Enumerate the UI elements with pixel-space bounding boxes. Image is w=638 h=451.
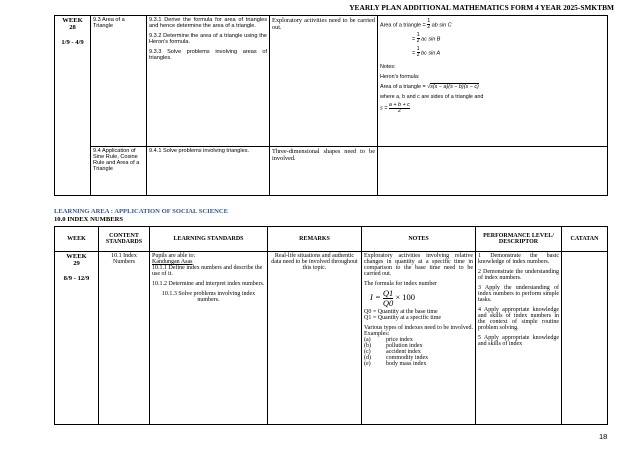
learning-standard-item: 10.1.3 Solve problems involving index numbers. [161,291,256,303]
formula-ab-sin-c: ab sin C [431,22,452,29]
col-header-learning-standards: LEARNING STANDARDS [150,227,268,252]
plan-table-triangles [54,15,608,196]
week-cell [55,16,91,196]
performance-level: 4 Apply appropriate knowledge and skills of index numbers in the context of simple routine problem solving. [478,307,559,331]
heron-label: Heron's formula: [380,74,420,81]
area-label: Area of a triangle = [380,22,426,29]
notes-intro: Exploratory activities involving relative changes in quantity at a specific time in comparison to the base time need to be carried out. [364,253,473,277]
learning-standard-item: 9.4.1 Solve problems involving triangles. [147,147,270,196]
formula-bc-sin-a: bc sin A [421,49,441,56]
learning-standard-item: 10.1.2 Determine and interpret index numbers. [152,281,265,287]
sqrt-icon: √ [427,84,431,91]
remarks: Three-dimensional shapes need to be involved. [270,147,378,196]
half-fraction [427,19,430,31]
learning-standard-item: 9.3.3 Solve problems involving areas of triangles. [149,49,267,61]
half-fraction [417,33,420,45]
numerator: 1 [427,18,431,24]
plan-table-index-numbers [54,226,608,425]
col-header-notes: NOTES [362,227,476,252]
heron-area-label: Area of a triangle = [380,84,426,91]
where-text: where a, b and c are sides of a triangle and [380,94,484,101]
week-dates: 1/9 - 4/9 [61,39,84,46]
performance-level: 1 Demonstrate the basic knowledge of index numbers. [478,253,559,265]
remarks: Exploratory activities need to be carried out. [270,16,378,147]
heron-formula: s(s − a)(s − b)(s − c) [430,84,479,91]
list-item: (b) pollution index [364,343,423,349]
performance-level: 5 Apply appropriate knowledge and skills of index [478,335,559,347]
equals-sign: = [412,49,416,56]
week-label: WEEK [62,17,83,24]
q0-definition: Q0 = Quantity at the base time [364,309,438,315]
denominator: 2 [397,108,401,115]
formula-lhs: I = [370,291,381,302]
notes-cell [378,16,608,147]
performance-descriptors [476,252,562,425]
s-fraction [389,102,410,114]
numerator: Q1 [382,288,394,298]
list-item: (c) accident index [364,349,421,355]
learning-standard-item: 9.3.2 Determine the area of a triangle using the Heron's formula. [149,33,267,45]
week-cell [55,252,99,425]
learning-intro: Pupils are able to: [152,253,196,259]
col-header-remarks: REMARKS [268,227,362,252]
learning-standard-item: 10.1.1 Define index numbers and describe the use of it. [152,265,263,277]
denominator: 2 [427,24,431,31]
content-standard: 10.1 Index Numbers [99,252,150,425]
list-item: (a) price index [364,337,413,343]
formula-ac-sin-b: ac sin B [421,36,441,43]
week-number: 28 [69,24,76,31]
list-item: (d) commodity index [364,355,429,361]
notes-cell [362,252,476,425]
week-number: 29 [73,260,80,267]
content-standard: 9.3 Area of a Triangle [91,16,147,147]
denominator: Q0 [382,297,394,308]
numerator: 1 [416,31,420,38]
col-header-catatan: CATATAN [562,227,608,252]
performance-level: 3 Apply the understanding of index numbers to perform simple tasks. [478,285,559,303]
notes-cell-empty [378,147,608,196]
s-label: s = [380,106,388,113]
performance-level: 2 Demonstrate the understanding of index numbers. [478,269,559,281]
week-label: WEEK [66,253,87,260]
types-intro: Various types of indexes need to be involved. Examples: [364,325,473,337]
kandungan-asas: Kandungan Asas [152,259,193,265]
q1-definition: Q1 = Quantity at a specific time [364,315,442,321]
learning-area-title: LEARNING AREA : APPLICATION OF SOCIAL SCIENCE [54,208,229,215]
page-number: 18 [599,432,608,441]
remarks: Real-life situations and authentic data need to be involved throughout this topic. [268,252,362,425]
formula-tail: × 100 [395,291,416,302]
list-item: (e) body mass index [364,361,427,367]
equals-sign: = [412,36,416,43]
content-standard: 9.4 Application of Sine Rule, Cosine Rule and Area of a Triangle [91,147,147,196]
learning-standards [147,16,270,147]
numerator: a + b + c [388,102,410,109]
denominator: 2 [416,52,420,59]
catatan-cell [562,252,608,425]
col-header-performance: PERFORMANCE LEVEL/ DESCRIPTOR [476,227,562,252]
half-fraction [417,47,420,59]
document-header: YEARLY PLAN ADDITIONAL MATHEMATICS FORM 4 YEAR 2025-SMKTBM [349,3,614,12]
notes-label: Notes: [380,64,396,71]
week-dates: 8/9 - 12/9 [63,275,90,282]
numerator: 1 [416,45,420,52]
subtopic-title: 10.0 INDEX NUMBERS [54,216,124,223]
learning-standard-item: 9.3.1 Derive the formula for area of triangles and hence determine the area of a triangle. [149,17,267,29]
index-formula [370,289,473,307]
formula-label: The formula for index number [364,281,437,287]
index-type-list [364,337,473,367]
learning-standards [150,252,268,425]
col-header-content-standards: CONTENT STANDARDS [99,227,150,252]
denominator: 2 [416,38,420,45]
col-header-week: WEEK [55,227,99,252]
formula-fraction [383,289,393,307]
